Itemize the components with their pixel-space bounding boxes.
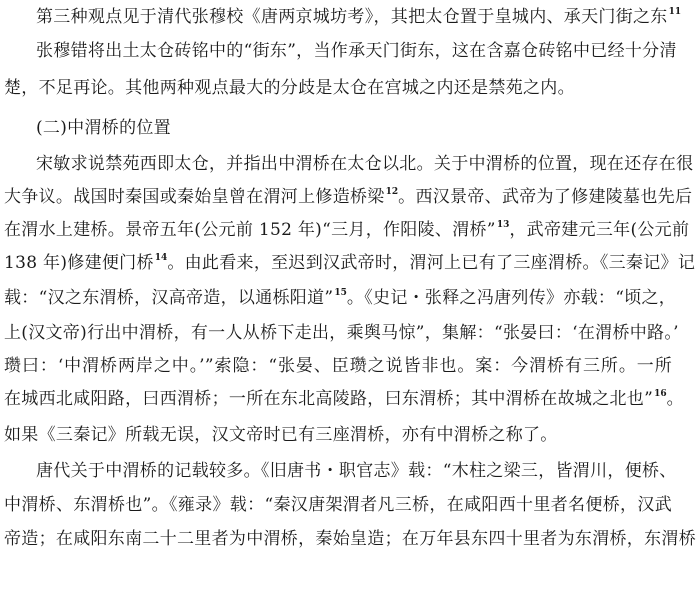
text-segment: 。由此看来，至迟到汉武帝时，渭河上已有了三座渭桥。《三秦记》记 <box>167 253 696 273</box>
footnote-ref: 16 <box>654 389 667 399</box>
text-segment: 瓒曰：‘中渭桥两岸之中。’”索隐：“张晏、臣瓒之说皆非也。案：今渭桥有三所。一所 <box>4 356 672 376</box>
text-segment: 宋敏求说禁苑西即太仓，并指出中渭桥在太仓以北。关于中渭桥的位置，现在还存在很 <box>36 154 694 174</box>
text-line <box>4 524 696 554</box>
text-line <box>36 36 677 66</box>
text-line <box>4 248 696 278</box>
text-segment: 帝造；在咸阳东南二十二里者为中渭桥，秦始皇造；在万年县东四十里者为东渭桥，东渭桥 <box>4 529 696 549</box>
text-segment: 载：“汉之东渭桥，汉高帝造，以通栎阳道” <box>4 288 334 308</box>
text-segment: 在城西北咸阳路，曰西渭桥；一所在东北高陵路，曰东渭桥；其中渭桥在故城之北也” <box>4 389 654 409</box>
text-line <box>4 318 679 348</box>
text-line <box>4 182 693 212</box>
text-segment: 第三种观点见于清代张穆校《唐两京城坊考》，其把太仓置于皇城内、承天门街之东 <box>36 7 668 27</box>
text-line <box>36 149 694 179</box>
text-line <box>36 456 677 486</box>
text-line <box>36 2 681 32</box>
heading-text: (二)中渭桥的位置 <box>36 118 171 138</box>
text-line <box>4 351 672 381</box>
footnote-ref: 13 <box>496 220 510 230</box>
text-segment: 。西汉景帝、武帝为了修建陵墓也先后 <box>398 187 693 207</box>
text-segment: ，武帝建元三年(公元前 <box>509 220 690 240</box>
text-segment: 。《史记・张释之冯唐列传》亦载：“顷之， <box>346 288 677 308</box>
text-segment: 上(汉文帝)行出中渭桥，有一人从桥下走出，乘舆马惊”，集解：“张晏曰：‘在渭桥中路。’ <box>4 323 679 343</box>
text-line <box>4 490 672 520</box>
footnote-ref: 12 <box>385 187 399 197</box>
text-line <box>4 420 558 450</box>
text-segment: 。 <box>666 389 684 409</box>
text-segment: 楚，不足再论。其他两种观点最大的分歧是太仓在宫城之内还是禁苑之内。 <box>4 78 575 98</box>
footnote-ref: 14 <box>154 253 168 263</box>
text-segment: 大争议。战国时秦国或秦始皇曾在渭河上修造桥梁 <box>4 187 385 207</box>
text-segment: 138 年)修建便门桥 <box>4 253 154 273</box>
footnote-ref: 11 <box>668 7 682 17</box>
text-segment: 张穆错将出土太仓砖铭中的“街东”，当作承天门街东，这在含嘉仓砖铭中已经十分清 <box>36 41 677 61</box>
text-segment: 中渭桥、东渭桥也”。《雍录》载：“秦汉唐架渭者凡三桥，在咸阳西十里者名便桥，汉武 <box>4 495 672 515</box>
text-line <box>4 215 690 245</box>
text-line <box>4 73 575 103</box>
text-line <box>4 384 684 414</box>
text-segment: 在渭水上建桥。景帝五年(公元前 152 年)“三月，作阳陵、渭桥” <box>4 220 496 240</box>
text-segment: 如果《三秦记》所载无误，汉文帝时已有三座渭桥，亦有中渭桥之称了。 <box>4 425 558 445</box>
text-segment: 唐代关于中渭桥的记载较多。《旧唐书・职官志》载：“木柱之梁三，皆渭川，便桥、 <box>36 461 677 481</box>
text-line <box>4 283 677 313</box>
section-heading <box>36 113 171 143</box>
footnote-ref: 15 <box>334 288 347 298</box>
